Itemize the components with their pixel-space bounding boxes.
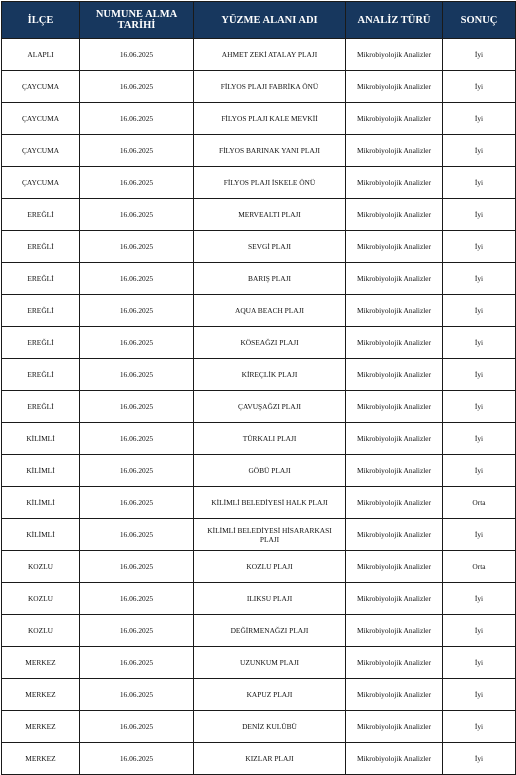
cell-analysis-type: Mikrobiyolojik Analizler xyxy=(346,295,443,327)
table-row xyxy=(2,583,516,615)
cell-analysis-type: Mikrobiyolojik Analizler xyxy=(346,455,443,487)
cell-sample-date: 16.06.2025 xyxy=(80,135,194,167)
cell-beach-name: FİLYOS PLAJI FABRİKA ÖNÜ xyxy=(194,71,346,103)
table-row xyxy=(2,519,516,551)
cell-sample-date: 16.06.2025 xyxy=(80,583,194,615)
cell-analysis-type: Mikrobiyolojik Analizler xyxy=(346,647,443,679)
cell-result: İyi xyxy=(443,743,516,775)
cell-result: İyi xyxy=(443,647,516,679)
cell-result: İyi xyxy=(443,71,516,103)
table-row xyxy=(2,135,516,167)
cell-district: MERKEZ xyxy=(2,711,80,743)
cell-sample-date: 16.06.2025 xyxy=(80,327,194,359)
table-row xyxy=(2,423,516,455)
cell-sample-date: 16.06.2025 xyxy=(80,199,194,231)
table-row xyxy=(2,263,516,295)
table-row xyxy=(2,551,516,583)
header-sample-date: NUMUNE ALMA TARİHİ xyxy=(80,2,194,39)
cell-district: EREĞLİ xyxy=(2,391,80,423)
table-row xyxy=(2,743,516,775)
cell-result: Orta xyxy=(443,487,516,519)
cell-analysis-type: Mikrobiyolojik Analizler xyxy=(346,615,443,647)
table-row xyxy=(2,167,516,199)
cell-sample-date: 16.06.2025 xyxy=(80,519,194,551)
cell-result: İyi xyxy=(443,423,516,455)
header-district: İLÇE xyxy=(2,2,80,39)
cell-result: İyi xyxy=(443,711,516,743)
cell-district: MERKEZ xyxy=(2,679,80,711)
cell-beach-name: GÖBÜ PLAJI xyxy=(194,455,346,487)
cell-district: ÇAYCUMA xyxy=(2,167,80,199)
cell-beach-name: DENİZ KULÜBÜ xyxy=(194,711,346,743)
cell-district: KOZLU xyxy=(2,615,80,647)
table-header xyxy=(2,2,516,39)
cell-sample-date: 16.06.2025 xyxy=(80,423,194,455)
cell-sample-date: 16.06.2025 xyxy=(80,295,194,327)
cell-sample-date: 16.06.2025 xyxy=(80,71,194,103)
cell-analysis-type: Mikrobiyolojik Analizler xyxy=(346,487,443,519)
table-row xyxy=(2,327,516,359)
cell-analysis-type: Mikrobiyolojik Analizler xyxy=(346,231,443,263)
cell-beach-name: BARIŞ PLAJI xyxy=(194,263,346,295)
cell-result: Orta xyxy=(443,551,516,583)
cell-analysis-type: Mikrobiyolojik Analizler xyxy=(346,103,443,135)
table-row xyxy=(2,647,516,679)
cell-sample-date: 16.06.2025 xyxy=(80,455,194,487)
header-row xyxy=(2,2,516,39)
cell-analysis-type: Mikrobiyolojik Analizler xyxy=(346,263,443,295)
cell-beach-name: ÇAVUŞAĞZI PLAJI xyxy=(194,391,346,423)
cell-result: İyi xyxy=(443,583,516,615)
table-row xyxy=(2,487,516,519)
cell-sample-date: 16.06.2025 xyxy=(80,103,194,135)
cell-district: EREĞLİ xyxy=(2,231,80,263)
cell-analysis-type: Mikrobiyolojik Analizler xyxy=(346,199,443,231)
cell-district: EREĞLİ xyxy=(2,263,80,295)
cell-result: İyi xyxy=(443,167,516,199)
cell-result: İyi xyxy=(443,359,516,391)
cell-analysis-type: Mikrobiyolojik Analizler xyxy=(346,679,443,711)
cell-result: İyi xyxy=(443,263,516,295)
cell-district: EREĞLİ xyxy=(2,327,80,359)
cell-district: EREĞLİ xyxy=(2,359,80,391)
cell-result: İyi xyxy=(443,231,516,263)
cell-result: İyi xyxy=(443,391,516,423)
cell-beach-name: KAPUZ PLAJI xyxy=(194,679,346,711)
cell-analysis-type: Mikrobiyolojik Analizler xyxy=(346,391,443,423)
cell-district: ALAPLI xyxy=(2,39,80,71)
cell-analysis-type: Mikrobiyolojik Analizler xyxy=(346,743,443,775)
table-row xyxy=(2,295,516,327)
table-row xyxy=(2,711,516,743)
cell-beach-name: FİLYOS BARINAK YANI PLAJI xyxy=(194,135,346,167)
cell-sample-date: 16.06.2025 xyxy=(80,647,194,679)
table-row xyxy=(2,391,516,423)
cell-sample-date: 16.06.2025 xyxy=(80,551,194,583)
cell-sample-date: 16.06.2025 xyxy=(80,231,194,263)
cell-result: İyi xyxy=(443,519,516,551)
cell-beach-name: KIZLAR PLAJI xyxy=(194,743,346,775)
cell-result: İyi xyxy=(443,615,516,647)
cell-district: KOZLU xyxy=(2,583,80,615)
cell-result: İyi xyxy=(443,39,516,71)
cell-analysis-type: Mikrobiyolojik Analizler xyxy=(346,135,443,167)
cell-beach-name: UZUNKUM PLAJI xyxy=(194,647,346,679)
cell-beach-name: FİLYOS PLAJI KALE MEVKİİ xyxy=(194,103,346,135)
cell-result: İyi xyxy=(443,295,516,327)
cell-analysis-type: Mikrobiyolojik Analizler xyxy=(346,359,443,391)
table-row xyxy=(2,39,516,71)
cell-district: EREĞLİ xyxy=(2,295,80,327)
cell-analysis-type: Mikrobiyolojik Analizler xyxy=(346,71,443,103)
cell-sample-date: 16.06.2025 xyxy=(80,39,194,71)
header-result: SONUÇ xyxy=(443,2,516,39)
cell-sample-date: 16.06.2025 xyxy=(80,263,194,295)
cell-district: KİLİMLİ xyxy=(2,487,80,519)
cell-beach-name: TÜRKALI PLAJI xyxy=(194,423,346,455)
cell-analysis-type: Mikrobiyolojik Analizler xyxy=(346,423,443,455)
cell-result: İyi xyxy=(443,679,516,711)
cell-district: ÇAYCUMA xyxy=(2,103,80,135)
cell-beach-name: KİREÇLİK PLAJI xyxy=(194,359,346,391)
cell-analysis-type: Mikrobiyolojik Analizler xyxy=(346,167,443,199)
beach-water-quality-table xyxy=(1,1,516,775)
cell-sample-date: 16.06.2025 xyxy=(80,711,194,743)
cell-district: MERKEZ xyxy=(2,647,80,679)
cell-beach-name: KİLİMLİ BELEDİYESİ HALK PLAJI xyxy=(194,487,346,519)
cell-result: İyi xyxy=(443,199,516,231)
cell-district: KOZLU xyxy=(2,551,80,583)
table-row xyxy=(2,359,516,391)
cell-beach-name: AHMET ZEKİ ATALAY PLAJI xyxy=(194,39,346,71)
cell-beach-name: KOZLU PLAJI xyxy=(194,551,346,583)
table-row xyxy=(2,103,516,135)
cell-beach-name: KİLİMLİ BELEDİYESİ HİSARARKASI PLAJI xyxy=(194,519,346,551)
cell-beach-name: SEVGİ PLAJI xyxy=(194,231,346,263)
table-body xyxy=(2,39,516,775)
cell-result: İyi xyxy=(443,135,516,167)
table-row xyxy=(2,455,516,487)
cell-sample-date: 16.06.2025 xyxy=(80,359,194,391)
cell-analysis-type: Mikrobiyolojik Analizler xyxy=(346,551,443,583)
cell-district: ÇAYCUMA xyxy=(2,71,80,103)
table-row xyxy=(2,679,516,711)
cell-result: İyi xyxy=(443,103,516,135)
cell-beach-name: DEĞİRMENAĞZI PLAJI xyxy=(194,615,346,647)
cell-result: İyi xyxy=(443,455,516,487)
cell-beach-name: AQUA BEACH PLAJI xyxy=(194,295,346,327)
cell-sample-date: 16.06.2025 xyxy=(80,167,194,199)
cell-district: KİLİMLİ xyxy=(2,519,80,551)
cell-analysis-type: Mikrobiyolojik Analizler xyxy=(346,711,443,743)
cell-beach-name: ILIKSU PLAJI xyxy=(194,583,346,615)
table-row xyxy=(2,71,516,103)
cell-analysis-type: Mikrobiyolojik Analizler xyxy=(346,39,443,71)
cell-sample-date: 16.06.2025 xyxy=(80,391,194,423)
cell-district: EREĞLİ xyxy=(2,199,80,231)
cell-district: MERKEZ xyxy=(2,743,80,775)
header-beach-name: YÜZME ALANI ADI xyxy=(194,2,346,39)
cell-beach-name: KÖSEAĞZI PLAJI xyxy=(194,327,346,359)
cell-district: KİLİMLİ xyxy=(2,455,80,487)
cell-beach-name: MERVEALTI PLAJI xyxy=(194,199,346,231)
header-analysis-type: ANALİZ TÜRÜ xyxy=(346,2,443,39)
cell-result: İyi xyxy=(443,327,516,359)
cell-beach-name: FİLYOS PLAJI İSKELE ÖNÜ xyxy=(194,167,346,199)
cell-district: KİLİMLİ xyxy=(2,423,80,455)
cell-sample-date: 16.06.2025 xyxy=(80,615,194,647)
table-row xyxy=(2,615,516,647)
cell-sample-date: 16.06.2025 xyxy=(80,487,194,519)
cell-analysis-type: Mikrobiyolojik Analizler xyxy=(346,583,443,615)
cell-analysis-type: Mikrobiyolojik Analizler xyxy=(346,519,443,551)
table-row xyxy=(2,199,516,231)
cell-analysis-type: Mikrobiyolojik Analizler xyxy=(346,327,443,359)
cell-sample-date: 16.06.2025 xyxy=(80,743,194,775)
table-row xyxy=(2,231,516,263)
cell-district: ÇAYCUMA xyxy=(2,135,80,167)
results-sheet xyxy=(1,1,515,775)
cell-sample-date: 16.06.2025 xyxy=(80,679,194,711)
